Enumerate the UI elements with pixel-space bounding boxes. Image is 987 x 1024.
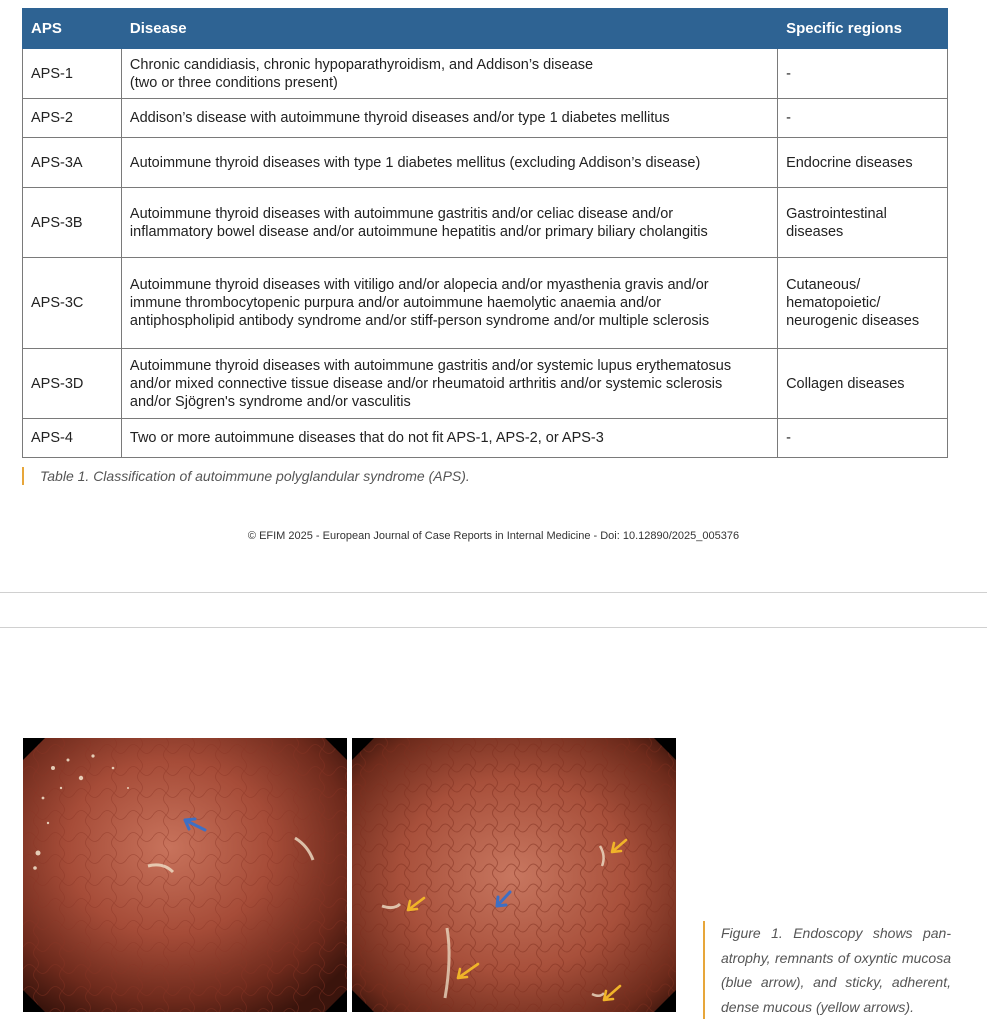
disease-line: inflammatory bowel disease and/or autoimmune hepatitis and/or primary biliary cholangitis xyxy=(129,223,708,240)
specific-region-cell xyxy=(778,349,948,419)
aps-type-cell: APS-3A xyxy=(23,138,122,188)
endoscopy-image-left xyxy=(23,738,347,1012)
disease-line: Two or more autoimmune diseases that do not fit APS-1, APS-2, or APS-3 xyxy=(129,430,604,446)
disease-line: (two or three conditions present) xyxy=(129,74,338,91)
region-line: hematopoietic/ xyxy=(786,295,881,311)
table-row xyxy=(23,349,948,419)
aps-type-cell: APS-2 xyxy=(23,99,122,138)
disease-line: Autoimmune thyroid diseases with autoimmune gastritis and/or celiac disease and/or xyxy=(129,205,674,222)
header-specific-regions: Specific regions xyxy=(778,9,948,49)
disease-line: Addison’s disease with autoimmune thyroid diseases and/or type 1 diabetes mellitus xyxy=(129,110,670,126)
disease-cell xyxy=(121,258,777,349)
divider xyxy=(0,592,987,593)
table-row xyxy=(23,188,948,258)
disease-line: Autoimmune thyroid diseases with vitiligo and/or alopecia and/or myasthenia gravis and/or xyxy=(129,277,709,293)
disease-cell xyxy=(121,49,777,99)
header-aps: APS xyxy=(23,9,122,49)
disease-line: and/or Sjögren's syndrome and/or vasculitis xyxy=(129,393,411,410)
aps-type-cell: APS-3D xyxy=(23,349,122,419)
region-line: - xyxy=(786,430,791,446)
region-line: Endocrine diseases xyxy=(786,154,913,171)
table-caption: Table 1. Classification of autoimmune polyglandular syndrome (APS). xyxy=(22,467,470,485)
specific-region-cell xyxy=(778,419,948,458)
disease-line: Autoimmune thyroid diseases with autoimmune gastritis and/or systemic lupus erythematosus xyxy=(129,357,732,374)
region-line: Cutaneous/ xyxy=(786,277,861,293)
region-line: - xyxy=(786,110,791,126)
specific-region-cell xyxy=(778,99,948,138)
disease-line: Autoimmune thyroid diseases with type 1 diabetes mellitus (excluding Addison’s disease) xyxy=(129,154,701,171)
specific-region-cell xyxy=(778,49,948,99)
disease-line: immune thrombocytopenic purpura and/or autoimmune haemolytic anaemia and/or xyxy=(129,295,662,311)
region-line: diseases xyxy=(786,223,844,240)
copyright-line: © EFIM 2025 - European Journal of Case Reports in Internal Medicine - Doi: 10.12890/2025_005376 xyxy=(247,530,740,542)
region-line: Gastrointestinal xyxy=(786,205,887,222)
specific-region-cell xyxy=(778,138,948,188)
table-header-row xyxy=(23,9,948,49)
endoscopy-image-right xyxy=(352,738,676,1012)
disease-line: Chronic candidiasis, chronic hypoparathyroidism, and Addison’s disease xyxy=(129,56,594,73)
specific-region-cell xyxy=(778,188,948,258)
disease-cell xyxy=(121,188,777,258)
table-row xyxy=(23,99,948,138)
disease-cell xyxy=(121,99,777,138)
table-row xyxy=(23,258,948,349)
disease-cell xyxy=(121,419,777,458)
region-line: neurogenic diseases xyxy=(786,313,920,329)
disease-cell xyxy=(121,138,777,188)
table-row xyxy=(23,138,948,188)
disease-line: antiphospholipid antibody syndrome and/or stiff-person syndrome and/or multiple sclerosis xyxy=(129,313,710,329)
divider xyxy=(0,627,987,628)
header-disease: Disease xyxy=(121,9,777,49)
aps-classification-table xyxy=(22,8,948,458)
figure-caption: Figure 1. Endoscopy shows pan-atrophy, remnants of oxyntic mucosa (blue arrow), and sticky, adherent, dense mucous (yellow arrows). xyxy=(703,921,951,1019)
region-line: Collagen diseases xyxy=(786,375,905,392)
table-row xyxy=(23,419,948,458)
aps-type-cell: APS-1 xyxy=(23,49,122,99)
aps-type-cell: APS-3C xyxy=(23,258,122,349)
disease-cell xyxy=(121,349,777,419)
region-line: - xyxy=(786,65,791,82)
aps-type-cell: APS-4 xyxy=(23,419,122,458)
specific-region-cell xyxy=(778,258,948,349)
disease-line: and/or mixed connective tissue disease and/or rheumatoid arthritis and/or systemic sclerosis xyxy=(129,375,723,392)
table-row xyxy=(23,49,948,99)
aps-type-cell: APS-3B xyxy=(23,188,122,258)
